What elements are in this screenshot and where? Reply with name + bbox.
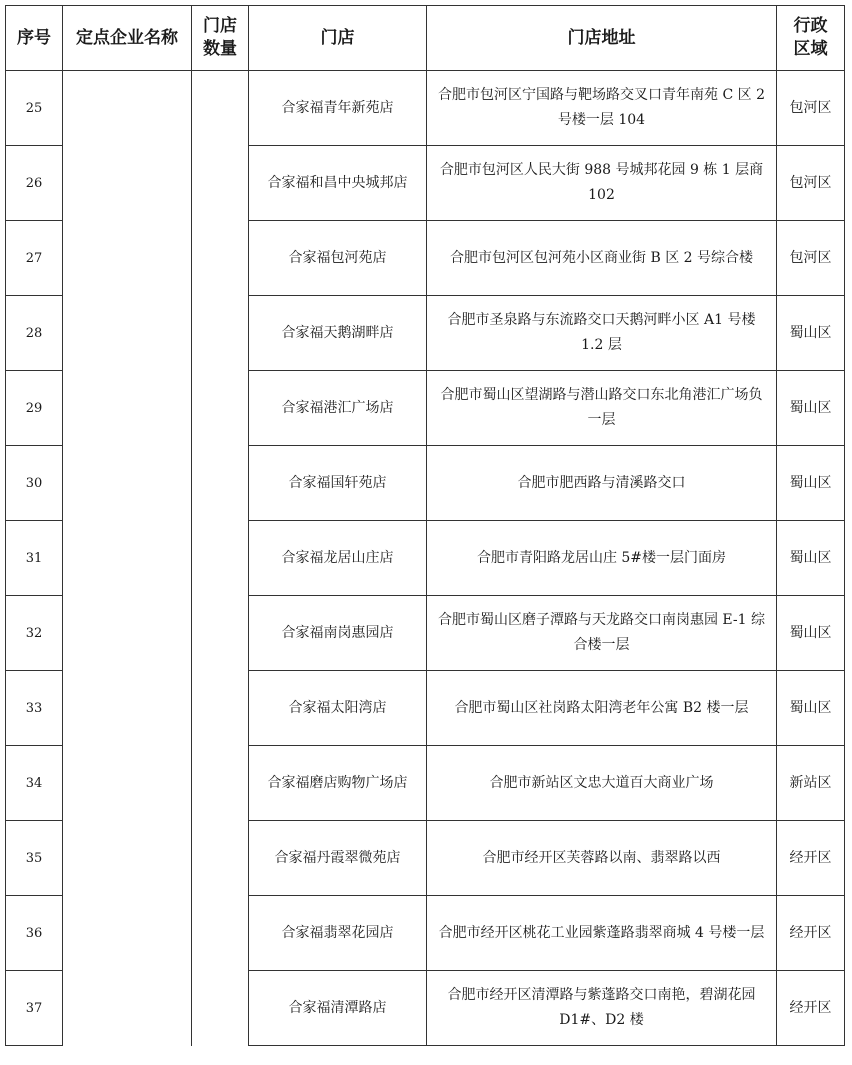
row-store: 合家福和昌中央城邦店	[249, 146, 427, 221]
row-district: 蜀山区	[777, 296, 845, 371]
row-index: 37	[6, 971, 63, 1046]
row-index: 35	[6, 821, 63, 896]
row-index: 32	[6, 596, 63, 671]
row-district: 经开区	[777, 896, 845, 971]
row-address: 合肥市经开区芙蓉路以南、翡翠路以西	[427, 821, 777, 896]
header-district	[777, 6, 845, 71]
store-table	[5, 5, 845, 1046]
row-district: 蜀山区	[777, 596, 845, 671]
row-district: 新站区	[777, 746, 845, 821]
header-address: 门店地址	[427, 6, 777, 71]
row-store: 合家福国轩苑店	[249, 446, 427, 521]
row-index: 27	[6, 221, 63, 296]
row-address: 合肥市经开区清潭路与紫蓬路交口南艳，碧湖花园 D1#、D2 楼	[427, 971, 777, 1046]
row-address: 合肥市蜀山区望湖路与潜山路交口东北角港汇广场负一层	[427, 371, 777, 446]
row-store: 合家福天鹅湖畔店	[249, 296, 427, 371]
row-district: 经开区	[777, 971, 845, 1046]
header-district-line1: 行政	[793, 16, 828, 36]
table-header-row	[6, 6, 845, 71]
header-district-line2: 区域	[793, 39, 828, 59]
header-company: 定点企业名称	[63, 6, 192, 71]
row-index: 26	[6, 146, 63, 221]
header-store-count	[192, 6, 249, 71]
row-district: 包河区	[777, 146, 845, 221]
row-address: 合肥市包河区人民大街 988 号城邦花园 9 栋 1 层商 102	[427, 146, 777, 221]
row-index: 31	[6, 521, 63, 596]
row-address: 合肥市包河区包河苑小区商业街 B 区 2 号综合楼	[427, 221, 777, 296]
row-district: 蜀山区	[777, 371, 845, 446]
header-store-count-line1: 门店	[203, 16, 237, 36]
row-address: 合肥市新站区文忠大道百大商业广场	[427, 746, 777, 821]
row-store: 合家福青年新苑店	[249, 71, 427, 146]
row-index: 29	[6, 371, 63, 446]
row-store: 合家福龙居山庄店	[249, 521, 427, 596]
row-address: 合肥市蜀山区磨子潭路与天龙路交口南岗惠园 E-1 综合楼一层	[427, 596, 777, 671]
row-store: 合家福清潭路店	[249, 971, 427, 1046]
row-index: 28	[6, 296, 63, 371]
row-address: 合肥市肥西路与清溪路交口	[427, 446, 777, 521]
row-address: 合肥市包河区宁国路与靶场路交叉口青年南苑 C 区 2 号楼一层 104	[427, 71, 777, 146]
row-address: 合肥市圣泉路与东流路交口天鹅河畔小区 A1 号楼 1.2 层	[427, 296, 777, 371]
row-district: 蜀山区	[777, 446, 845, 521]
row-address: 合肥市经开区桃花工业园紫蓬路翡翠商城 4 号楼一层	[427, 896, 777, 971]
row-district: 包河区	[777, 71, 845, 146]
row-index: 36	[6, 896, 63, 971]
row-index: 25	[6, 71, 63, 146]
row-index: 30	[6, 446, 63, 521]
row-store: 合家福南岗惠园店	[249, 596, 427, 671]
row-store: 合家福港汇广场店	[249, 371, 427, 446]
row-district: 包河区	[777, 221, 845, 296]
row-address: 合肥市蜀山区社岗路太阳湾老年公寓 B2 楼一层	[427, 671, 777, 746]
row-district: 蜀山区	[777, 521, 845, 596]
row-index: 33	[6, 671, 63, 746]
company-name-cell	[63, 71, 192, 1046]
row-store: 合家福翡翠花园店	[249, 896, 427, 971]
row-store: 合家福磨店购物广场店	[249, 746, 427, 821]
header-store: 门店	[249, 6, 427, 71]
row-district: 经开区	[777, 821, 845, 896]
store-count-cell	[192, 71, 249, 1046]
row-index: 34	[6, 746, 63, 821]
header-store-count-line2: 数量	[203, 39, 237, 59]
table-row	[6, 71, 845, 146]
row-district: 蜀山区	[777, 671, 845, 746]
row-address: 合肥市青阳路龙居山庄 5#楼一层门面房	[427, 521, 777, 596]
header-index: 序号	[6, 6, 63, 71]
table-body	[6, 71, 845, 1046]
row-store: 合家福包河苑店	[249, 221, 427, 296]
row-store: 合家福丹霞翠微苑店	[249, 821, 427, 896]
row-store: 合家福太阳湾店	[249, 671, 427, 746]
